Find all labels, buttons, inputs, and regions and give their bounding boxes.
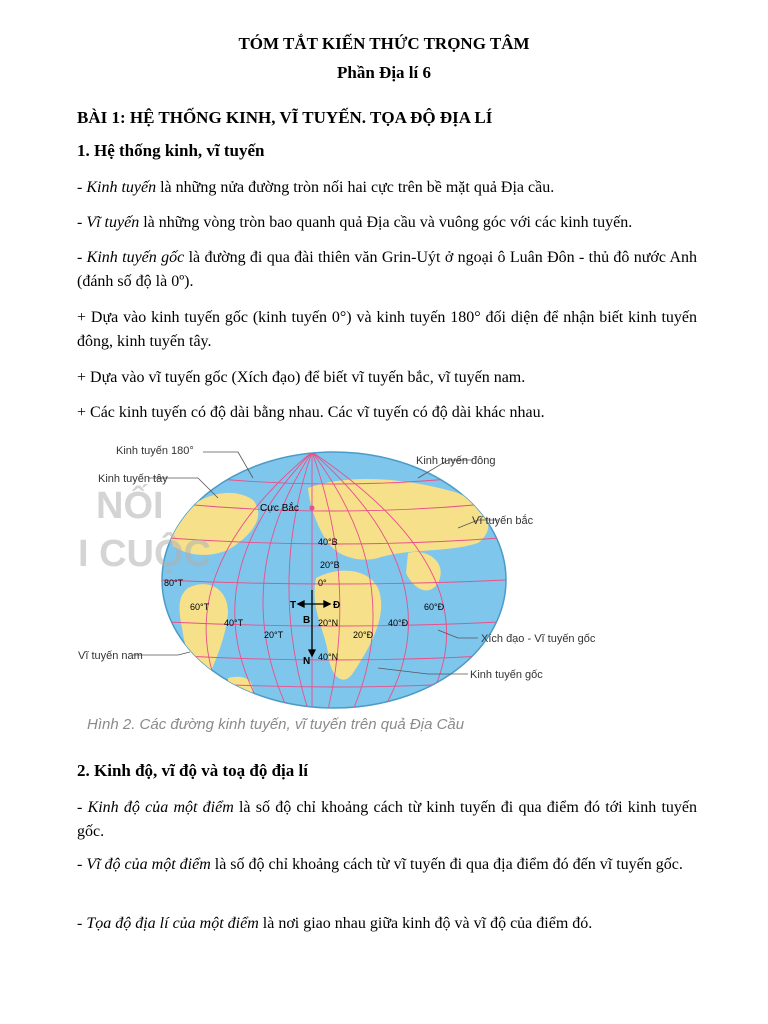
watermark-line-2: I CUỘC xyxy=(78,533,211,575)
definition-meridian: - Kinh tuyến là những nửa đường tròn nối hai cực trên bề mặt quả Địa cầu. xyxy=(77,179,555,196)
term-coordinates: Tọa độ địa lí của một điểm xyxy=(86,915,259,932)
label-zero-degree: 0° xyxy=(318,578,327,588)
label-meridian-west: Kinh tuyến tây xyxy=(98,473,168,485)
label-40n: 40°B xyxy=(318,537,338,547)
north-pole-label: Cực Bắc xyxy=(260,503,299,514)
label-60w: 60°T xyxy=(190,602,210,612)
term-longitude: Kinh độ của một điểm xyxy=(87,799,234,816)
label-20s: 20°N xyxy=(318,618,339,628)
label-parallel-north: Vĩ tuyến bắc xyxy=(472,515,534,527)
definition-latitude: - Vĩ độ của một điểm là số độ chỉ khoảng cách từ vĩ tuyến đi qua địa điểm đó đến vĩ tuyến gốc. xyxy=(77,856,683,873)
label-prime-meridian: Kinh tuyến gốc xyxy=(470,669,543,681)
definition-parallel: - Vĩ tuyến là những vòng tròn bao quanh quả Địa cầu và vuông góc với các kinh tuyến. xyxy=(77,214,633,231)
definition-longitude: - Kinh độ của một điểm là số độ chỉ khoảng cách từ kinh tuyến đi qua điểm đó tới kinh tuyến gốc. xyxy=(77,799,698,840)
definition-prime-meridian: - Kinh tuyến gốc là đường đi qua đài thiên văn Grin-Uýt ở ngoại ô Luân Đôn - thủ đô nước Anh (đánh số độ là 0º). xyxy=(77,249,698,290)
label-20e: 20°Đ xyxy=(353,630,374,640)
bullet-north-south: + Dựa vào vĩ tuyến gốc (Xích đạo) để biết vĩ tuyến bắc, vĩ tuyến nam. xyxy=(77,369,526,386)
label-40e: 40°Đ xyxy=(388,618,409,628)
figure-caption: Hình 2. Các đường kinh tuyến, vĩ tuyến trên quả Địa Cầu xyxy=(87,716,465,733)
label-meridian-east: Kinh tuyến đông xyxy=(416,455,496,467)
label-20n: 20°B xyxy=(320,560,340,570)
label-parallel-south: Vĩ tuyến nam xyxy=(78,650,143,662)
direction-north: B xyxy=(303,615,311,626)
globe-figure xyxy=(78,438,618,713)
term-prime-meridian: Kinh tuyến gốc xyxy=(86,249,185,266)
lesson-title: BÀI 1: HỆ THỐNG KINH, VĨ TUYẾN. TỌA ĐỘ ĐỊA LÍ xyxy=(77,108,493,127)
label-40w: 40°T xyxy=(224,618,244,628)
term-latitude: Vĩ độ của một điểm xyxy=(86,856,211,873)
label-meridian-180: Kinh tuyến 180° xyxy=(116,445,194,457)
north-pole-dot xyxy=(310,506,315,511)
bullet-lengths: + Các kinh tuyến có độ dài bằng nhau. Các vĩ tuyến có độ dài khác nhau. xyxy=(77,404,545,421)
watermark-line-1: NỐI xyxy=(96,485,164,527)
term-meridian: Kinh tuyến xyxy=(86,179,157,196)
direction-west: T xyxy=(290,600,297,611)
section2-heading: 2. Kinh độ, vĩ độ và toạ độ địa lí xyxy=(77,761,308,780)
bullet-east-west: + Dựa vào kinh tuyến gốc (kinh tuyến 0°) và kinh tuyến 180° đối diện để nhận biết kinh tuyến đông, kinh tuyến tây. xyxy=(77,309,697,350)
section1-heading: 1. Hệ thống kinh, vĩ tuyến xyxy=(77,141,265,160)
label-60e: 60°Đ xyxy=(424,602,445,612)
term-parallel: Vĩ tuyến xyxy=(86,214,140,231)
document-title: TÓM TẮT KIẾN THỨC TRỌNG TÂM xyxy=(238,34,530,53)
document-subtitle: Phần Địa lí 6 xyxy=(337,63,431,82)
direction-south: N xyxy=(303,656,311,667)
definition-coordinates: - Tọa độ địa lí của một điểm là nơi giao nhau giữa kinh độ và vĩ độ của điểm đó. xyxy=(77,915,593,932)
label-equator: Xích đạo - Vĩ tuyến gốc xyxy=(481,633,596,645)
direction-east: Đ xyxy=(333,600,341,611)
label-20w: 20°T xyxy=(264,630,284,640)
label-80w: 80°T xyxy=(164,578,184,588)
label-40s: 40°N xyxy=(318,652,339,662)
